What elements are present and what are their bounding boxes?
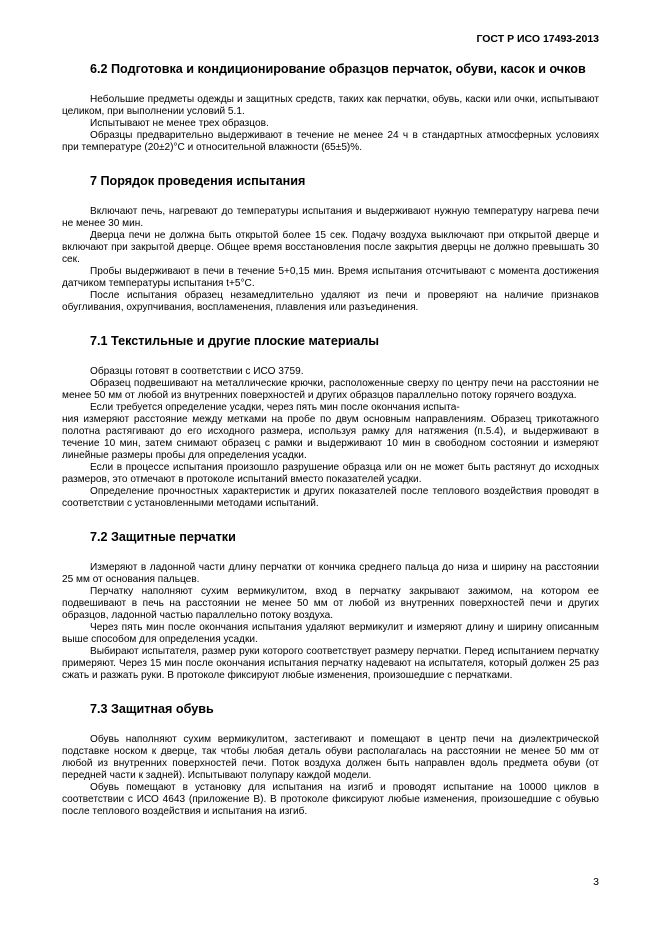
section-7-2 (62, 530, 599, 682)
page-content (62, 62, 599, 818)
paragraph: Небольшие предметы одежды и защитных средств, таких как перчатки, обувь, каски или очки, испытывают целиком, при выполнении условий 5.1. (62, 94, 599, 117)
paragraph: Измеряют в ладонной части длину перчатки от кончика среднего пальца до низа и ширину на расстоянии 25 мм от основания пальцев. (62, 562, 599, 585)
section-body (62, 562, 599, 682)
section-body (62, 94, 599, 154)
paragraph: Через пять мин после окончания испытания удаляют вермикулит и измеряют длину и ширину описанным выше способом для определения усадки. (62, 622, 599, 645)
section-7-1 (62, 334, 599, 510)
paragraph: Перчатку наполняют сухим вермикулитом, вход в перчатку закрывают зажимом, на котором ее подвешивают в печь на расстоянии не менее 50 мм от любой из внутренних поверхностей печи и других образцов, ладонной частью параллельно потоку воздуха. (62, 586, 599, 621)
paragraph-continuation: ния измеряют расстояние между метками на пробе по двум основным направлениям. Образец трикотажного полотна растягивают до его исходного размера, используя рамку для натяжения (п.5.4), и выдерживают в течение 10 мин, затем снимают образец с рамки и выдерживают 10 мин в свободном состоянии и измеряют линейные размеры пробы для определения усадки. (62, 414, 599, 461)
paragraph: Образцы готовят в соответствии с ИСО 3759. (90, 366, 304, 377)
section-heading: 7.1 Текстильные и другие плоские материалы (90, 334, 380, 348)
paragraph: Дверца печи не должна быть открытой более 15 сек. Подачу воздуха выключают при открытой дверце и включают при закрытой дверце. Общее время восстановления после закрытия дверцы не должно превышать 30 сек. (62, 230, 599, 265)
section-heading: 6.2 Подготовка и кондиционирование образцов перчаток, обуви, касок и очков (90, 62, 586, 76)
section-body (62, 366, 599, 510)
paragraph: Пробы выдерживают в печи в течение 5+0,15 мин. Время испытания отсчитывают с момента достижения датчиком температуры испытания t+5°С. (62, 266, 599, 289)
section-7 (62, 174, 599, 314)
section-6-2 (62, 62, 599, 154)
paragraph: Выбирают испытателя, размер руки которого соответствует размеру перчатки. Перед испытанием перчатку примеряют. Через 15 мин после окончания испытания перчатку надевают на испытателя, который должен 25 раз сжать и разжать руки. В протоколе фиксируют любые изменения, произошедшие с перчатками. (62, 646, 599, 681)
standard-header: ГОСТ Р ИСО 17493-2013 (476, 33, 599, 45)
paragraph: Если требуется определение усадки, через пять мин после окончания испыта- (90, 402, 460, 413)
page-number: 3 (593, 876, 599, 888)
paragraph: Определение прочностных характеристик и других показателей после теплового воздействия проводят в соответствии с установленными методами испытаний. (62, 486, 599, 509)
paragraph: После испытания образец незамедлительно удаляют из печи и проверяют на наличие признаков обугливания, охрупчивания, воспламенения, плавления или разъединения. (62, 290, 599, 313)
section-heading: 7.3 Защитная обувь (90, 702, 214, 716)
paragraph: Образец подвешивают на металлические крючки, расположенные сверху по центру печи на расстоянии не менее 50 мм от любой из внутренних поверхностей и других образцов параллельно потоку горячего воздуха. (62, 378, 599, 401)
section-heading: 7 Порядок проведения испытания (90, 174, 306, 188)
paragraph: Включают печь, нагревают до температуры испытания и выдерживают нужную температуру нагрева печи не менее 30 мин. (62, 206, 599, 229)
paragraph: Испытывают не менее трех образцов. (90, 118, 269, 129)
paragraph: Обувь наполняют сухим вермикулитом, застегивают и помещают в центр печи на диэлектрической подставке носком к дверце, так чтобы любая деталь обуви располагалась на расстоянии не менее 50 мм от любой из внутренних поверхностей печи. Поток воздуха должен быть направлен вдоль предмета обуви (от передней части к задней). Испытывают полупару каждой модели. (62, 734, 599, 781)
section-body (62, 206, 599, 314)
paragraph: Обувь помещают в установку для испытания на изгиб и проводят испытание на 10000 циклов в соответствии с ИСО 4643 (приложение В). В протоколе фиксируют любые изменения, произошедшие с обувью после теплового воздействия и испытания на изгиб. (62, 782, 599, 817)
section-7-3 (62, 702, 599, 818)
paragraph: Если в процессе испытания произошло разрушение образца или он не может быть растянут до исходных размеров, это отмечают в протоколе испытаний вместо показателей усадки. (62, 462, 599, 485)
paragraph: Образцы предварительно выдерживают в течение не менее 24 ч в стандартных атмосферных условиях при температуре (20±2)°С и относительной влажности (65±5)%. (62, 130, 599, 153)
section-heading: 7.2 Защитные перчатки (90, 530, 236, 544)
section-body (62, 734, 599, 818)
